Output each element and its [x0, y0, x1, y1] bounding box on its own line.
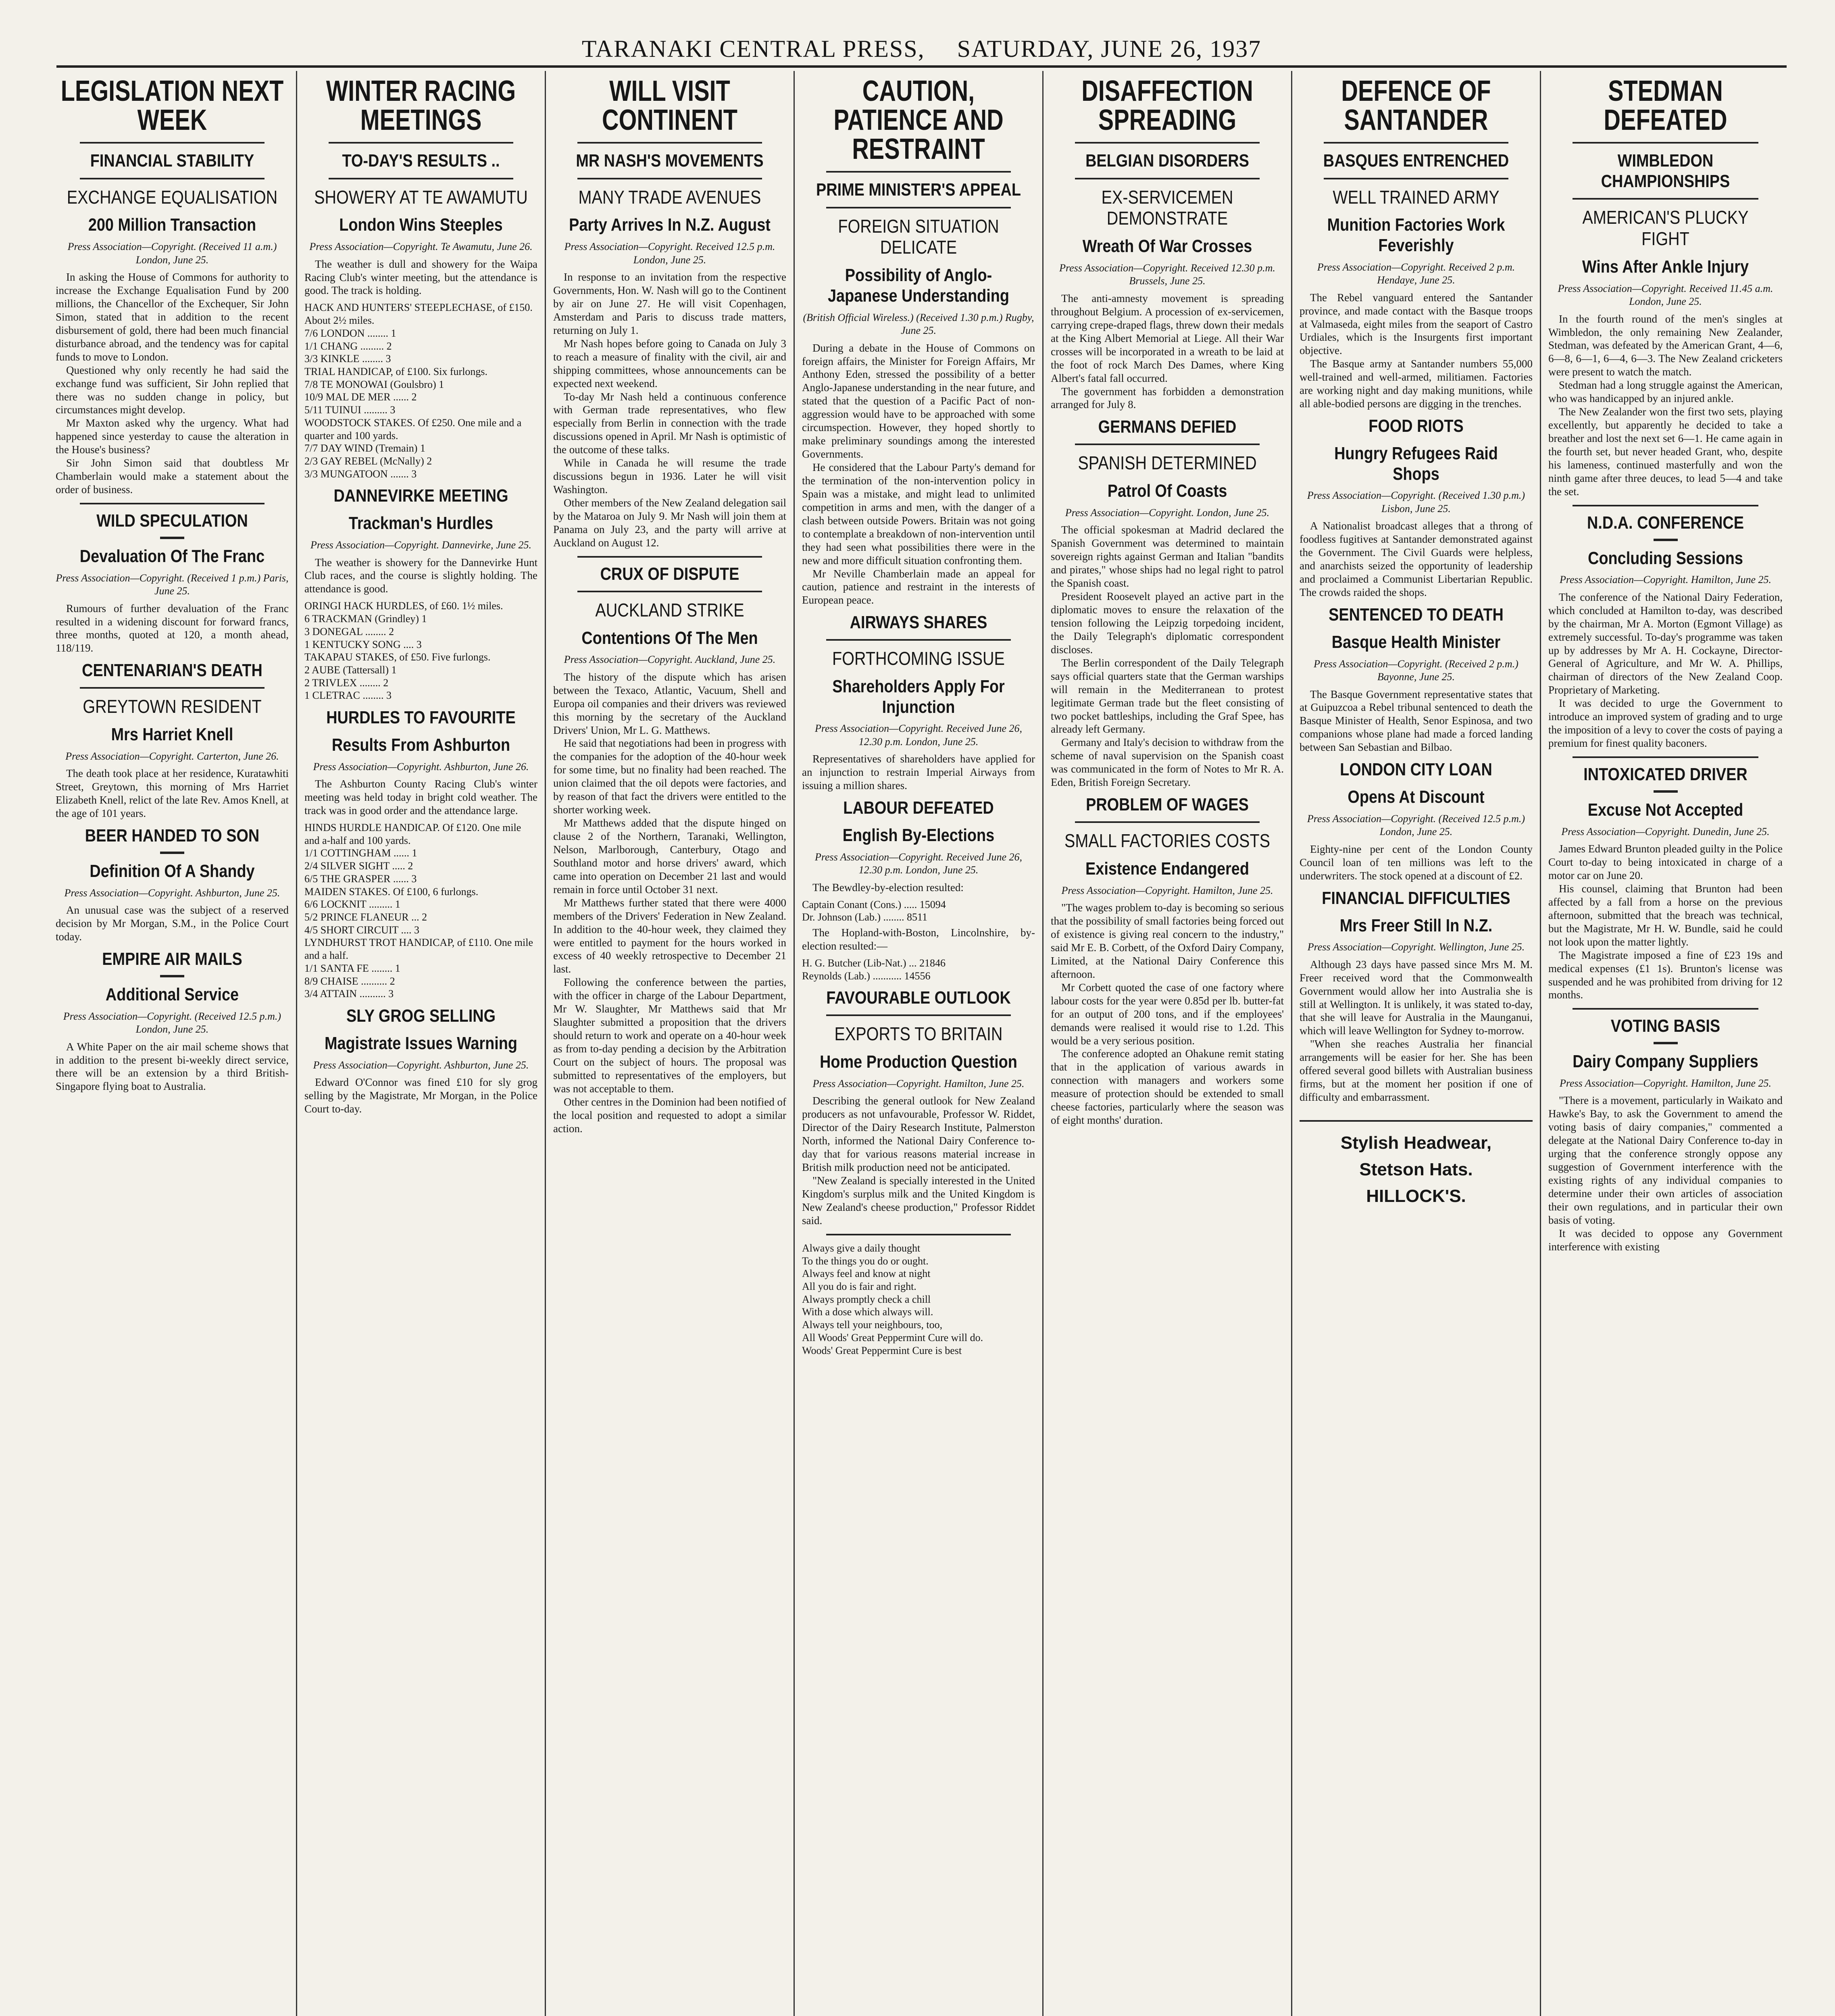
paragraph: Following the conference between the parties, with the officer in charge of the Labour Department, Mr W. Slaughter, Mr Matthews said that Mr Slaughter submitted a proposition that the drivers should return to work and operate on a 40-hour week as from to-day pending a decision by the Arbitration Court on the subject of hours. The proposal was submitted to representatives of the employers, but was not acceptable to them. — [553, 976, 786, 1095]
subheading: EXPORTS TO BRITAIN — [834, 1023, 1003, 1045]
paragraph: His counsel, claiming that Brunton had been affected by a fall from a horse on the previous afternoon, submitted that the breach was technical, but the Magistrate, Mr H. W. Bundle, said he could not look upon the matter lightly. — [1548, 882, 1783, 948]
paragraph: Mr Maxton asked why the urgency. What had happened since yesterday to cause the alteration in the House's business? — [56, 417, 289, 456]
paragraph: Rumours of further devaluation of the Franc resulted in a widening discount for forward francs, three months, quoted at 120, a month ahead, 118/119. — [56, 602, 289, 654]
section-heading: SENTENCED TO DEATH — [1329, 604, 1504, 625]
divider — [80, 687, 265, 689]
headline: STEDMAN DEFEATED — [1604, 75, 1727, 136]
ad-line: Woods' Great Peppermint Cure is best — [802, 1344, 962, 1356]
ad-line: With a dose which always will. — [802, 1306, 933, 1318]
subheading: Dairy Company Suppliers — [1573, 1052, 1758, 1072]
subheading: FOREIGN SITUATION DELICATE — [838, 215, 999, 258]
section-heading: CENTENARIAN'S DEATH — [82, 660, 262, 681]
paragraph: Mr Corbett quoted the case of one factory where labour costs for the year were 0.85d per lb. butter-fat for an output of 200 tons, and if the employees' demands were realised it would rise to 1.2d. This would be a very serious position. — [1051, 981, 1284, 1047]
article-body — [1051, 523, 1284, 789]
article-body — [1051, 292, 1284, 411]
ad-line: Always give a daily thought — [802, 1242, 921, 1254]
column-2 — [297, 71, 546, 2016]
subheading: PRIME MINISTER'S APPEAL — [816, 180, 1021, 200]
race-result: 1/1 COTTINGHAM ...... 1 — [304, 847, 417, 859]
ad-line: Always tell your neighbours, too, — [802, 1319, 943, 1331]
divider — [329, 142, 513, 144]
section-heading: FOOD RIOTS — [1368, 416, 1464, 436]
paragraph: The official spokesman at Madrid declared the Spanish Government was determined to maintain sovereign rights against German and Italian "bandits and pirates," whose ships had no legal right to patrol the Spanish coast. — [1051, 524, 1284, 589]
byline: Press Association—Copyright. (Received 12.5 p.m.) London, June 25. — [1307, 812, 1525, 838]
paragraph: He considered that the Labour Party's demand for the termination of the non-intervention policy in Spain was a mistake, and might lead to unlimited competition in arms and men, with the danger of a clash between outside Powers. Britain was not going to contemplate a breakdown of non-intervention until they had seen what possibilities there were in the new and more difficult situation confronting them. — [802, 461, 1035, 566]
paragraph: In asking the House of Commons for authority to increase the Exchange Equalisation Fund by 200 millions, the Chancellor of the Exchequer, Sir John Simon, stated that in addition to the recent disbursement of gold, there had been much financial disturbance abroad, and the tendency was for capital funds to move to London. — [56, 271, 289, 363]
paragraph: The government has forbidden a demonstration arranged for July 8. — [1051, 385, 1284, 411]
subheading: FORTHCOMING ISSUE — [832, 648, 1005, 669]
advertisement — [1300, 1120, 1533, 1210]
subheading: WELL TRAINED ARMY — [1333, 186, 1500, 208]
article-body — [56, 602, 289, 655]
paragraph: "The wages problem to-day is becoming so serious that the possibility of small factories being forced out of existence is giving real concern to the industry," said Mr E. B. Corbett, of the Oxford Dairy Company, Limited, at the National Dairy Conference this afternoon. — [1051, 902, 1284, 980]
race-result: 2 TRIVLEX ........ 2 — [304, 677, 389, 689]
paragraph: The New Zealander won the first two sets, playing excellently, but apparently he decided to take a breather and lost the next set 6—1. He came again in the fourth set, but never headed Grant, who, despite his lameness, continued masterfully and won the ninth game after three deuces, to lead 5—4 and take the set. — [1548, 406, 1783, 498]
race-result: 1 CLETRAC ........ 3 — [304, 689, 392, 702]
subheading: EXCHANGE EQUALISATION — [67, 186, 278, 208]
article-body — [1548, 312, 1783, 498]
headline: WINTER RACING MEETINGS — [326, 75, 516, 136]
election-result: H. G. Butcher (Lib-Nat.) ... 21846 — [802, 957, 946, 969]
divider — [826, 1234, 1011, 1235]
byline: Press Association—Copyright. Received 2 p.m. Hendaye, June 25. — [1317, 261, 1515, 286]
section-heading: BEER HANDED TO SON — [85, 826, 260, 846]
divider — [826, 171, 1011, 173]
subheading: AMERICAN'S PLUCKY FIGHT — [1582, 207, 1749, 250]
divider — [577, 591, 762, 592]
race-result: 3/3 KINKLE ........ 3 — [304, 353, 391, 365]
paragraph: In the fourth round of the men's singles at Wimbledon, the only remaining New Zealander, Stedman, was defeated by the American Grant, 4—6, 6—8, 6—1, 6—4, 6—3. The New Zealand cricketers were present to watch the match. — [1548, 312, 1783, 378]
byline: Press Association—Copyright. Received June 26, 12.30 p.m. London, June 25. — [814, 851, 1023, 876]
byline: Press Association—Copyright. (Received 2 p.m.) Bayonne, June 25. — [1314, 658, 1518, 683]
divider — [1573, 142, 1758, 144]
article-body — [304, 258, 537, 298]
paragraph: Mr Neville Chamberlain made an appeal for caution, patience and restraint in the interests of European peace. — [802, 567, 1035, 606]
dash — [1654, 1042, 1678, 1044]
paragraph: The weather is showery for the Dannevirke Hunt Club races, and the course is slightly holding. The attendance is good. — [304, 556, 537, 595]
election-result: Captain Conant (Cons.) ..... 15094 — [802, 898, 946, 910]
paragraph: A Nationalist broadcast alleges that a throng of foodless fugitives at Santander demonstrated against the Government. The Civil Guards were helpless, and anarchists seized the opportunity of leadership and proclaimed a Communist Libertarian Republic. The crowds raided the shops. — [1300, 520, 1533, 598]
article-body — [802, 926, 1035, 953]
race-result: 3 DONEGAL ........ 2 — [304, 625, 394, 637]
byline: Press Association—Copyright. Hamilton, June 25. — [812, 1077, 1025, 1089]
byline: Press Association—Copyright. (Received 12.5 p.m.) London, June 25. — [63, 1010, 281, 1035]
article-body — [1548, 842, 1783, 1002]
byline: Press Association—Copyright. Received June 26, 12.30 p.m. London, June 25. — [814, 723, 1023, 748]
section-heading: CRUX OF DISPUTE — [600, 564, 739, 584]
issue-date: SATURDAY, JUNE 26, 1937 — [957, 35, 1262, 62]
paragraph: President Roosevelt played an active part in the diplomatic moves to ensure the relaxation of the tension following the Leipzig torpedoing incident, the Daily Telegraph's diplomatic correspondent discloses. — [1051, 590, 1284, 656]
article-body — [1051, 901, 1284, 1127]
column-3 — [546, 71, 795, 2016]
byline: Press Association—Copyright. Te Awamutu, June 26. — [309, 241, 533, 253]
paragraph: The conference adopted an Ohakune remit stating that in the application of various awards in connection with managers and workers some measure of protection should be extended to small cheese factories, particularly where the season was of eight months' duration. — [1051, 1048, 1284, 1127]
subheading: Basque Health Minister — [1331, 632, 1501, 652]
byline: (British Official Wireless.) (Received 1.30 p.m.) Rugby, June 25. — [803, 311, 1034, 337]
subheading: AUCKLAND STRIKE — [595, 599, 744, 621]
subheading: Munition Factories Work Feverishly — [1327, 215, 1505, 256]
paragraph: Sir John Simon said that doubtless Mr Chamberlain would make a statement about the order of business. — [56, 457, 289, 496]
race-result: 6 TRACKMAN (Grindley) 1 — [304, 613, 427, 625]
subheading: Party Arrives In N.Z. August — [569, 215, 771, 235]
article-body — [1548, 1094, 1783, 1253]
race-result: 3/3 MUNGATOON ....... 3 — [304, 468, 417, 480]
divider — [1573, 198, 1758, 200]
subheading: Patrol Of Coasts — [1107, 481, 1227, 501]
paragraph: James Edward Brunton pleaded guilty in the Police Court to-day to being intoxicated in charge of a motor car on June 20. — [1548, 843, 1783, 881]
ad-line: All Woods' Great Peppermint Cure will do. — [802, 1331, 983, 1343]
subheading: Additional Service — [105, 985, 239, 1004]
race-result: 7/8 TE MONOWAI (Goulsbro) 1 — [304, 378, 444, 390]
article-body — [553, 671, 786, 1135]
divider — [80, 503, 265, 504]
subheading: Opens At Discount — [1348, 787, 1485, 807]
subheading: Contentions Of The Men — [581, 628, 758, 648]
race-result: 1 KENTUCKY SONG .... 3 — [304, 638, 422, 650]
byline: Press Association—Copyright. Wellington, June 25. — [1307, 941, 1525, 953]
dash — [160, 975, 184, 977]
ad-line: Always promptly check a chill — [802, 1293, 931, 1305]
column-4 — [795, 71, 1044, 2016]
article-body — [56, 271, 289, 496]
paragraph: The Bewdley-by-election resulted: — [812, 881, 964, 893]
subheading: Trackman's Hurdles — [348, 513, 494, 533]
paragraph: The conference of the National Dairy Federation, which concluded at Hamilton to-day, was described by the chairman, Mr A. Morton (Egmont Village) as extremely successful. To-day's programme was taken up by addresses by Mr A. H. Cockayne, Director-General of Agriculture, and Mr W. A. Phillips, chairman of directors of the New Zealand Coop. Proprietary of Marketing. — [1548, 591, 1783, 696]
dash — [1654, 790, 1678, 793]
subheading: Possibility of Anglo-Japanese Understanding — [827, 265, 1009, 306]
race-result: 2/4 SILVER SIGHT ..... 2 — [304, 860, 413, 872]
race-result: 5/11 TUINUI ......... 3 — [304, 404, 396, 416]
divider — [826, 207, 1011, 208]
paragraph: Eighty-nine per cent of the London County Council loan of ten millions was left to the underwriters. The stock opened at a discount of £2. — [1300, 843, 1533, 882]
paragraph: It was decided to urge the Government to introduce an improved system of grading and to urge the imposition of a levy to cover the costs of paying a premium for finest quality baconers. — [1548, 697, 1783, 750]
paper-name: TARANAKI CENTRAL PRESS, — [581, 35, 925, 62]
paragraph: To-day Mr Nash held a continuous conference with German trade representatives, who flew especially from Berlin in connection with the trade discussions opened in April. Mr Nash is optimistic of the outcome of these talks. — [553, 390, 786, 456]
race-result: 6/6 LOCKNIT ......... 1 — [304, 898, 400, 910]
section-heading: N.D.A. CONFERENCE — [1587, 512, 1744, 533]
divider — [80, 142, 265, 144]
subheading: WIMBLEDON CHAMPIONSHIPS — [1601, 151, 1730, 191]
subheading: Concluding Sessions — [1588, 548, 1743, 568]
divider — [1573, 505, 1758, 506]
paragraph: The Basque Government representative states that at Guipuzcoa a Rebel tribunal sentenced to death the Basque Minister of Health, Senor Espinosa, and two companions whose plane had made a forced landing between San Sebastian and Bilbao. — [1300, 688, 1533, 754]
paragraph: Other centres in the Dominion had been notified of the local position and requested to adopt a similar action. — [553, 1095, 786, 1135]
paragraph: During a debate in the House of Commons on foreign affairs, the Minister for Foreign Affairs, Mr Anthony Eden, stressed the possibility of a better Anglo-Japanese understanding in the near future, and stated that the question of a Pacific Pact of non-aggression would have to be approached with some circumspection. However, they hoped shortly to make preliminary soundings among the interested Governments. — [802, 342, 1035, 460]
article-body — [1300, 688, 1533, 754]
subheading: Definition Of A Shandy — [90, 861, 255, 881]
section-heading: INTOXICATED DRIVER — [1583, 764, 1748, 785]
masthead — [56, 28, 1787, 68]
byline: Press Association—Copyright. Received 12.30 p.m. Brussels, June 25. — [1059, 262, 1275, 287]
section-heading: SLY GROG SELLING — [346, 1006, 496, 1026]
subheading: BASQUES ENTRENCHED — [1323, 151, 1509, 171]
ad-line: To the things you do or ought. — [802, 1255, 929, 1267]
paragraph: While in Canada he will resume the trade discussions begun in 1936. Later he will visit Washington. — [553, 457, 786, 496]
race-title: MAIDEN STAKES. Of £100, 6 furlongs. — [304, 885, 479, 898]
subheading: GREYTOWN RESIDENT — [83, 696, 262, 717]
divider — [80, 178, 265, 179]
paragraph: "There is a movement, particularly in Waikato and Hawke's Bay, to ask the Government to amend the voting basis of dairy companies," commented a delegate at the National Dairy Conference to-day in urging that the conference strongly oppose any suggestion of Government interference with the existing rights of any individual companies to determine under their own articles of association their own regulations, and in particular their own basis of voting. — [1548, 1094, 1783, 1226]
paragraph: The Rebel vanguard entered the Santander province, and made contact with the Basque troops at Valmaseda, eight miles from the seaport of Castro Urdiales, which is the Insurgents first important objective. — [1300, 291, 1533, 357]
byline: Press Association—Copyright. Ashburton, June 26. — [313, 760, 529, 773]
paragraph: The weather is dull and showery for the Waipa Racing Club's winter meeting, but the attendance is good. The track is holding. — [304, 258, 537, 297]
divider — [577, 142, 762, 144]
byline: Press Association—Copyright. Dunedin, June 25. — [1561, 825, 1770, 837]
section-heading: EMPIRE AIR MAILS — [102, 949, 242, 969]
paragraph: Stedman had a long struggle against the American, who was handicapped by an injured ankle. — [1548, 379, 1783, 405]
divider — [1324, 142, 1508, 144]
section-heading: LABOUR DEFEATED — [843, 798, 994, 818]
section-heading: LONDON CITY LOAN — [1340, 760, 1492, 780]
subheading: Hungry Refugees Raid Shops — [1334, 444, 1498, 484]
divider — [826, 639, 1011, 641]
race-result: 8/9 CHAISE .......... 2 — [304, 975, 395, 987]
paragraph: Describing the general outlook for New Zealand producers as not unfavourable, Professor W. Riddet, Director of the Dairy Research Institute, Palmerston North, informed the National Dairy Conference to-day that for various reasons material increase in British milk production need not be anticipated. — [802, 1095, 1035, 1174]
byline: Press Association—Copyright. Auckland, June 25. — [564, 654, 776, 666]
section-heading: GERMANS DEFIED — [1098, 417, 1237, 437]
paragraph: Although 23 days have passed since Mrs M. M. Freer received word that the Commonwealth Government would allow her into Australia she is still at Wellington. It is unlikely, it was stated to-day, that she will leave for Australia in the Maunganui, which will leave Wellington for Sydney to-morrow. — [1300, 958, 1533, 1037]
paragraph: Mr Matthews added that the dispute hinged on clause 2 of the Northern, Taranaki, Wellington, Nelson, Marlborough, Canterbury, Otago and Southland motor and horse drivers' award, which came into operation on December 21 last and would remain in force until October 31 next. — [553, 817, 786, 896]
byline: Press Association—Copyright. Ashburton, June 25. — [313, 1059, 529, 1071]
subheading: Excuse Not Accepted — [1587, 800, 1743, 820]
byline: Press Association—Copyright. Received 12.5 p.m. London, June 25. — [564, 241, 775, 266]
ad-line: All you do is fair and right. — [802, 1281, 916, 1292]
race-title: HACK AND HUNTERS' STEEPLECHASE, of £150. About 2½ miles. — [304, 302, 533, 327]
paragraph: A White Paper on the air mail scheme shows that in addition to the present bi-weekly direct service, there will be an extension by a third British-Singapore flying boat to Australia. — [56, 1040, 289, 1093]
paragraph: The history of the dispute which has arisen between the Texaco, Atlantic, Vacuum, Shell and Europa oil companies and their drivers was reviewed this morning by the secretary of the Auckland Drivers' Union, Mr L. G. Matthews. — [553, 671, 786, 736]
race-result: 7/6 LONDON ........ 1 — [304, 327, 396, 339]
section-heading: DANNEVIRKE MEETING — [333, 486, 508, 506]
subheading: SPANISH DETERMINED — [1078, 452, 1257, 474]
race-title: TRIAL HANDICAP, of £100. Six furlongs. — [304, 365, 488, 377]
race-result: 6/5 THE GRASPER ...... 3 — [304, 873, 417, 885]
divider — [1075, 821, 1260, 823]
paragraph: He said that negotiations had been in progress with the companies for the adoption of the 40-hour week for some time, but no finality had been reached. The union claimed that the oil depots were factories, and by reason of that fact the drivers were entitled to the shorter working week. — [553, 737, 786, 816]
column-7 — [1541, 71, 1790, 2016]
race-title: WOODSTOCK STAKES. Of £250. One mile and a quarter and 100 yards. — [304, 417, 522, 442]
subheading: MANY TRADE AVENUES — [578, 186, 761, 208]
column-5 — [1044, 71, 1292, 2016]
subheading: London Wins Steeples — [339, 215, 503, 235]
subheading: EX-SERVICEMEN DEMONSTRATE — [1101, 186, 1233, 229]
election-result: Reynolds (Lab.) ........... 14556 — [802, 970, 931, 982]
article-body — [802, 1094, 1035, 1227]
subheading: Wins After Ankle Injury — [1582, 256, 1749, 277]
article-body — [1300, 291, 1533, 410]
divider — [1324, 178, 1508, 179]
byline: Press Association—Copyright. Received 11.45 a.m. London, June 25. — [1558, 282, 1773, 308]
section-heading: PROBLEM OF WAGES — [1086, 795, 1249, 815]
race-result: 1/1 CHANG ......... 2 — [304, 340, 392, 352]
article-body — [553, 271, 786, 550]
article-body — [56, 904, 289, 943]
article-body — [1300, 958, 1533, 1104]
headline: DISAFFECTION SPREADING — [1081, 75, 1253, 136]
headline: DEFENCE OF SANTANDER — [1341, 75, 1491, 136]
paragraph: In response to an invitation from the respective Governments, Hon. W. Nash will go to the Continent by air on June 27. He will visit Copenhagen, Amsterdam and Paris to discuss trade matters, returning on July 1. — [553, 271, 786, 336]
paragraph: The death took place at her residence, Kuratawhiti Street, Greytown, this morning of Mrs Harriet Elizabeth Knell, relict of the late Rev. Amos Knell, at the age of 101 years. — [56, 767, 289, 820]
paragraph: Representatives of shareholders have applied for an injunction to restrain Imperial Airways from issuing a million shares. — [802, 753, 1035, 792]
section-heading: AIRWAYS SHARES — [850, 612, 987, 633]
subheading: MR NASH'S MOVEMENTS — [576, 151, 764, 171]
race-result: 4/5 SHORT CIRCUIT .... 3 — [304, 924, 419, 936]
article-body — [304, 1076, 537, 1116]
article-body — [1300, 519, 1533, 599]
divider — [577, 178, 762, 179]
paragraph: Mr Nash hopes before going to Canada on July 3 to reach a measure of finality with the civil, air and shipping committees, whose announcements can be expected next weekend. — [553, 337, 786, 389]
section-heading: HURDLES TO FAVOURITE — [326, 708, 516, 728]
subheading: Mrs Freer Still In N.Z. — [1339, 915, 1493, 935]
column-6 — [1292, 71, 1541, 2016]
subheading: FINANCIAL STABILITY — [90, 151, 254, 171]
article-body — [802, 342, 1035, 607]
byline: Press Association—Copyright. (Received 11 a.m.) London, June 25. — [67, 241, 277, 266]
ad-line: Always feel and know at night — [802, 1268, 931, 1280]
race-result: 10/9 MAL DE MER ...... 2 — [304, 391, 417, 403]
subheading: Shareholders Apply For Injunction — [832, 677, 1005, 717]
subheading: Mrs Harriet Knell — [111, 725, 233, 745]
race-result: 1/1 SANTA FE ........ 1 — [304, 962, 400, 974]
paragraph: The anti-amnesty movement is spreading throughout Belgium. A procession of ex-servicemen, carrying crepe-draped flags, threw down their medals at the King Albert Memorial at Liege. All their War crosses will be incorporated in a wreath to be laid at the foot of rock March Des Dames, where King Albert's fatal fall occurred. — [1051, 292, 1284, 384]
byline: Press Association—Copyright. Hamilton, June 25. — [1559, 1077, 1772, 1089]
divider — [1573, 1008, 1758, 1010]
race-title: TAKAPAU STAKES, of £50. Five furlongs. — [304, 651, 491, 663]
byline: Press Association—Copyright. Dannevirke, June 25. — [310, 539, 532, 551]
paragraph: The Basque army at Santander numbers 55,000 well-trained and well-armed, militiamen. Factories are working night and day making munitions, while all able-bodied persons are digging in the trenches. — [1300, 358, 1533, 410]
article-body — [56, 767, 289, 820]
article-body — [304, 556, 537, 596]
section-heading: FINANCIAL DIFFICULTIES — [1322, 888, 1510, 908]
paragraph: "When she reaches Australia her financial arrangements will be easier for her. She has been offered several good billets with Australian business firms, but at the moment her position if one of difficulty and embarrassment. — [1300, 1038, 1533, 1104]
subheading: BELGIAN DISORDERS — [1085, 151, 1249, 171]
subheading: Wreath Of War Crosses — [1082, 236, 1252, 256]
paragraph: Edward O'Connor was fined £10 for sly grog selling by the Magistrate, Mr Morgan, in the Police Court to-day. — [304, 1076, 537, 1115]
section-heading: VOTING BASIS — [1610, 1016, 1720, 1036]
paragraph: Mr Matthews further stated that there were 4000 members of the Drivers' Federation in New Zealand. In addition to the 40-hour week, they claimed they were entitled to payment for the hours worked in excess of 40 weekly retrospective to December 21 last. — [553, 896, 786, 975]
dash — [1654, 539, 1678, 541]
ad-line: HILLOCK'S. — [1366, 1186, 1466, 1206]
divider — [826, 1014, 1011, 1016]
dash — [160, 852, 184, 854]
subheading: Home Production Question — [820, 1052, 1017, 1072]
columns — [48, 71, 1790, 2016]
subheading: Existence Endangered — [1085, 859, 1249, 879]
subheading: SHOWERY AT TE AWAMUTU — [314, 186, 528, 208]
ad-line: Stetson Hats. — [1359, 1160, 1473, 1180]
headline: LEGISLATION NEXT WEEK — [60, 75, 284, 136]
section-heading: WILD SPECULATION — [96, 511, 248, 531]
byline: Press Association—Copyright. (Received 1 p.m.) Paris, June 25. — [56, 572, 289, 597]
headline: WILL VISIT CONTINENT — [602, 75, 737, 136]
byline: Press Association—Copyright. Carterton, June 26. — [65, 750, 279, 762]
divider — [1075, 142, 1260, 144]
race-result: 2/3 GAY REBEL (McNally) 2 — [304, 455, 432, 467]
divider — [329, 178, 513, 179]
byline: Press Association—Copyright. Ashburton, June 25. — [64, 887, 280, 899]
paragraph: The Magistrate imposed a fine of £23 19s and medical expenses (£1 1s). Brunton's license was suspended and he was prohibited from driving for 12 months. — [1548, 949, 1783, 1001]
ad-line: Stylish Headwear, — [1340, 1133, 1492, 1153]
byline: Press Association—Copyright. Hamilton, June 25. — [1559, 574, 1772, 586]
divider — [1075, 444, 1260, 445]
byline: Press Association—Copyright. (Received 1.30 p.m.) Lisbon, June 25. — [1307, 489, 1525, 514]
race-title: LYNDHURST TROT HANDICAP, of £110. One mile and a half. — [304, 937, 533, 962]
race-result: 2 AUBE (Tattersall) 1 — [304, 664, 397, 676]
race-result: 3/4 ATTAIN .......... 3 — [304, 988, 394, 1000]
article-body — [1300, 843, 1533, 883]
subheading: English By-Elections — [842, 825, 995, 846]
byline: Press Association—Copyright. Hamilton, June 25. — [1061, 884, 1273, 896]
paragraph: Other members of the New Zealand delegation sail by the Mataroa on July 9. Mr Nash will join them at Panama on July 23, and the party will arrive at Auckland on August 12. — [553, 497, 786, 549]
paragraph: The Hopland-with-Boston, Lincolnshire, by-election resulted:— — [802, 927, 1035, 952]
race-title: HINDS HURDLE HANDICAP. Of £120. One mile and a-half and 100 yards. — [304, 822, 521, 846]
race-result: 7/7 DAY WIND (Tremain) 1 — [304, 442, 425, 454]
article-body — [304, 777, 537, 817]
subheading: SMALL FACTORIES COSTS — [1064, 830, 1271, 852]
divider — [1075, 178, 1260, 179]
section-heading: FAVOURABLE OUTLOOK — [826, 988, 1011, 1008]
divider — [577, 556, 762, 558]
subheading: Results From Ashburton — [331, 735, 510, 755]
race-result: 5/2 PRINCE FLANEUR ... 2 — [304, 911, 427, 923]
paragraph: An unusual case was the subject of a reserved decision by Mr Morgan, S.M., in the Police Court today. — [56, 904, 289, 943]
paragraph: It was decided to oppose any Government interference with existing — [1548, 1227, 1783, 1253]
article-body — [56, 1040, 289, 1093]
subheading: Devaluation Of The Franc — [79, 546, 265, 566]
subheading: 200 Million Transaction — [88, 215, 256, 235]
divider — [1573, 756, 1758, 758]
headline: CAUTION, PATIENCE AND RESTRAINT — [833, 75, 1004, 165]
dash — [160, 537, 184, 539]
paragraph: Questioned why only recently he had said the exchange fund was sufficient, Sir John replied that there was no sudden change in policy, but circumstances might develop. — [56, 364, 289, 416]
article-body — [802, 881, 1035, 894]
paragraph: Germany and Italy's decision to withdraw from the scheme of naval supervision on the Spanish coast was communicated in the form of Notes to Mr R. A. Eden, British Foreign Secretary. — [1051, 736, 1284, 789]
byline: Press Association—Copyright. London, June 25. — [1065, 506, 1270, 519]
article-body — [802, 752, 1035, 792]
paragraph: The Ashburton County Racing Club's winter meeting was held today in bright cold weather. The track was in good order and the attendance large. — [304, 778, 537, 817]
race-title: ORINGI HACK HURDLES, of £60. 1½ miles. — [304, 600, 503, 612]
subheading: Magistrate Issues Warning — [324, 1033, 518, 1054]
column-1 — [48, 71, 297, 2016]
election-result: Dr. Johnson (Lab.) ........ 8511 — [802, 911, 928, 923]
paragraph: The Berlin correspondent of the Daily Telegraph says official quarters state that the German warships will remain in the Mediterranean to protest legitimate German trade but the fleet consisting of two pocket battleships, including the Graf Spee, has already left Germany. — [1051, 656, 1284, 735]
subheading: TO-DAY'S RESULTS .. — [342, 151, 500, 171]
paragraph: "New Zealand is specially interested in the United Kingdom's surplus milk and the United Kingdom is New Zealand's cheese production," Professor Riddet said. — [802, 1175, 1035, 1227]
article-body — [1548, 591, 1783, 750]
